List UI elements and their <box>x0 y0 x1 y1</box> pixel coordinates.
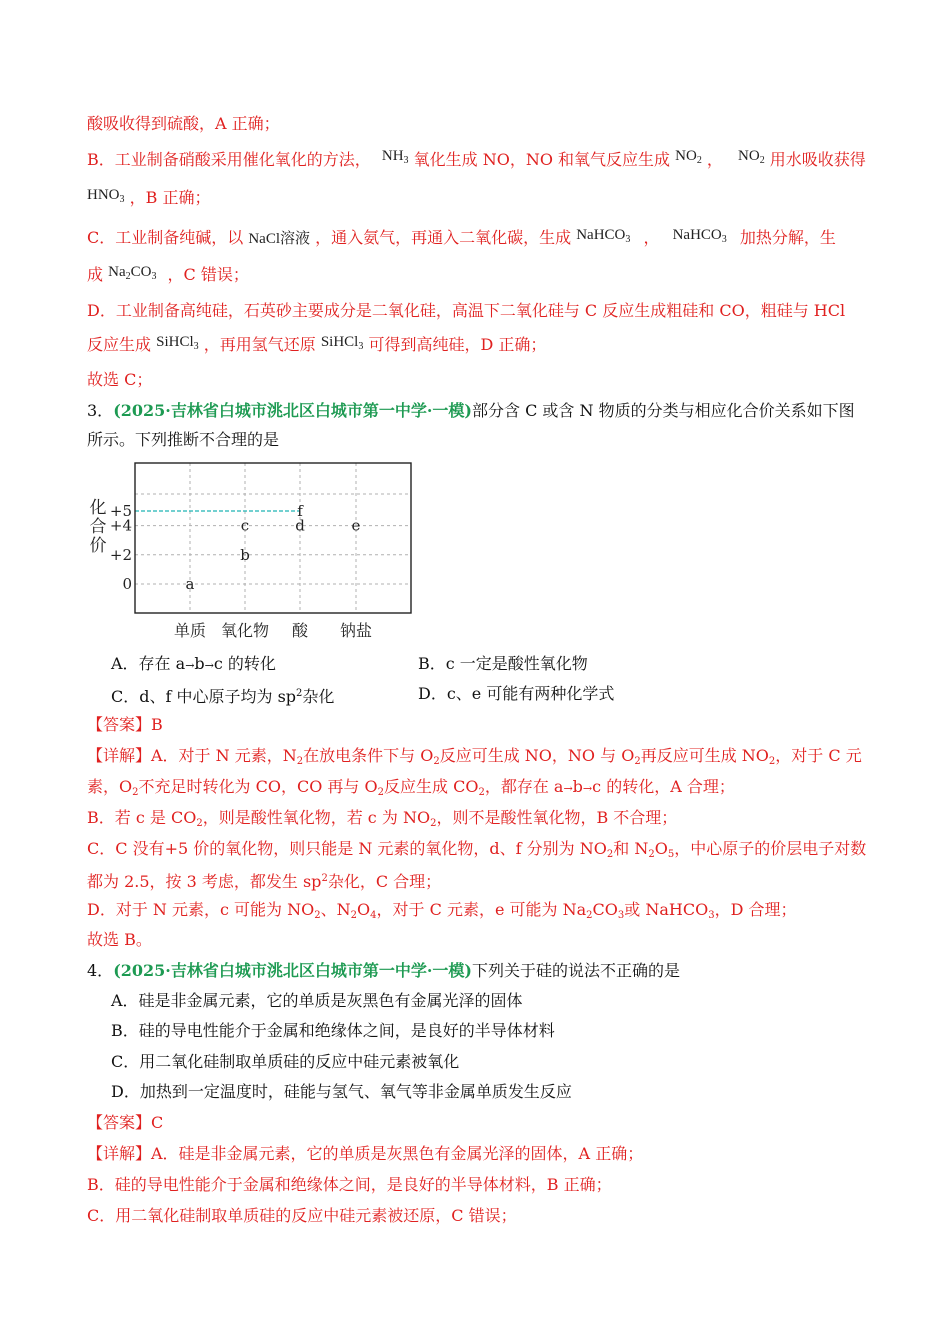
option-c: C．用二氧化硅制取单质硅的反应中硅元素被氧化 <box>111 1052 460 1071</box>
solution-text: 反应生成 <box>87 335 152 354</box>
x-category-label: 钠盐 <box>339 621 373 640</box>
option-b: B．c 一定是酸性氧化物 <box>418 654 588 673</box>
question-number: 4． <box>87 961 114 980</box>
valence-chart <box>82 455 422 647</box>
solution-text: 氧化生成 NO，NO 和氧气反应生成 <box>413 150 671 169</box>
explanation-3-line-4: C．C 没有+5 价的氧化物，则只能是 N 元素的氧化物，d、f 分别为 $NO_2$和 $N_2O_5$，中心原子的价层电子对数 <box>87 839 867 860</box>
data-point-e: e <box>351 516 361 535</box>
data-point-f: f <box>297 502 303 520</box>
question-4-stem <box>87 961 867 981</box>
option-d: D．c、e 可能有两种化学式 <box>418 684 615 703</box>
question-text: 部分含 C 或含 N 物质的分类与相应化合价关系如下图 <box>472 401 855 420</box>
solution-text: 加热分解，生 <box>739 228 836 247</box>
explanation-4-line-2: B．硅的导电性能介于金属和绝缘体之间，是良好的半导体材料，B 正确； <box>87 1175 612 1194</box>
solution-text: ，C 错误； <box>167 265 249 284</box>
question-3-stem-2 <box>87 430 867 450</box>
option-c: C．d、f 中心原子均为 $sp^2$杂化 <box>111 687 335 706</box>
solution-text: ，B 正确； <box>129 188 211 207</box>
formula-nahco3: NaHCO$_3$ <box>672 227 727 245</box>
formula-na2co3: $Na_2CO_3$ <box>108 264 157 282</box>
option-d: D．加热到一定温度时，硅能与氢气、氧气等非金属单质发生反应 <box>111 1082 572 1101</box>
explanation-4-line-3: C．用二氧化硅制取单质硅的反应中硅元素被还原，C 错误； <box>87 1206 517 1225</box>
formula-sihcl3: SiHCl$_3$ <box>156 334 199 352</box>
solution-line-b2 <box>87 188 867 214</box>
question-source: (2025·吉林省白城市洮北区白城市第一中学·一模) <box>113 401 473 420</box>
x-category-label: 酸 <box>291 621 309 640</box>
conclusion-3: 故选 B。 <box>87 930 152 949</box>
formula-sihcl3: SiHCl$_3$ <box>320 334 364 352</box>
y-ticks <box>110 502 132 593</box>
solution-conclusion: 故选 C； <box>87 370 153 389</box>
solution-text: C．工业制备纯碱，以 <box>87 228 244 247</box>
y-tick-label: 0 <box>122 575 132 593</box>
solution-line-c <box>87 228 867 254</box>
y-tick-label: +2 <box>109 545 132 564</box>
option-a: A．存在 a→b→c 的转化 <box>111 654 276 673</box>
solution-text: 可得到高纯硅，D 正确； <box>368 335 547 354</box>
solution-text: 成 <box>87 265 104 284</box>
question-number: 3． <box>87 401 114 420</box>
y-axis-char: 合 <box>89 517 107 537</box>
plot-frame <box>135 463 411 613</box>
answer-3: 【答案】B <box>87 715 163 734</box>
explanation-3-line-6: D．对于 N 元素，c 可能为 $NO_2$、$N_2O_4$，对于 C 元素，e 可能为 $Na_2CO_3$或 NaHCO$_3$，D 合理； <box>87 900 797 921</box>
y-tick-label: +4 <box>109 516 132 535</box>
x-categories <box>174 621 372 640</box>
formula-hno3: $HNO_3$ <box>87 187 125 205</box>
chart-grid <box>135 463 411 613</box>
solution-text: ，通入氨气，再通入二氧化碳，生成 <box>315 228 572 247</box>
solution-text: ，再用氢气还原 <box>203 335 316 354</box>
data-point-a: a <box>185 575 195 593</box>
question-text: 所示。下列推断不合理的是 <box>87 430 280 449</box>
x-category-label: 氧化物 <box>220 621 270 640</box>
data-points <box>186 502 361 593</box>
question-source: (2025·吉林省白城市洮北区白城市第一中学·一模) <box>113 961 473 980</box>
y-axis-char: 化 <box>89 498 107 518</box>
formula-nh3: $NH_3$ <box>381 148 409 166</box>
solution-line-a <box>87 114 867 134</box>
question-text: 下列关于硅的说法不正确的是 <box>472 961 681 980</box>
solution-text: ， <box>706 150 723 169</box>
solution-text: 用水吸收获得 <box>769 150 866 169</box>
solution-text: B．工业制备硝酸采用催化氧化的方法， <box>87 150 371 169</box>
y-tick-label: +5 <box>109 502 132 520</box>
explanation-3-line-3: B．若 c 是 $CO_2$，则是酸性氧化物，若 c 为 $NO_2$，则不是酸性氧化物，B 不合理； <box>87 808 678 829</box>
option-b: B．硅的导电性能介于金属和绝缘体之间，是良好的半导体材料 <box>111 1021 555 1040</box>
option-a: A．硅是非金属元素，它的单质是灰黑色有金属光泽的固体 <box>111 991 523 1010</box>
solution-line-b <box>87 150 867 176</box>
question-3-stem <box>87 401 867 421</box>
y-axis-char: 价 <box>89 536 107 556</box>
data-point-d: d <box>295 516 305 535</box>
solution-line-d <box>87 301 867 321</box>
solution-line-c2 <box>87 265 867 291</box>
explanation-3-line-1: 【详解】A．对于 N 元素，$N_2$在放电条件下与 $O_2$反应可生成 NO，NO 与 $O_2$再反应可生成 $NO_2$，对于 C 元 <box>87 746 862 767</box>
solution-line-d2 <box>87 335 867 361</box>
formula-no2: $NO_2$ <box>738 148 765 166</box>
explanation-3-line-5: 都为 2.5，按 3 考虑，都发生 $sp^2$杂化，C 合理； <box>87 872 442 891</box>
data-point-b: b <box>240 545 250 564</box>
explanation-4-line-1: 【详解】A．硅是非金属元素，它的单质是灰黑色有金属光泽的固体，A 正确； <box>87 1144 644 1163</box>
solution-text: 酸吸收得到硫酸，A 正确； <box>87 114 280 133</box>
solution-text: ， <box>643 228 660 247</box>
data-point-c: c <box>240 516 250 535</box>
formula-nacl: NaCl溶液 <box>248 231 311 247</box>
formula-nahco3: NaHCO$_3$ <box>576 227 631 245</box>
explanation-3-line-2: 素，$O_2$不充足时转化为 CO，CO 再与 $O_2$反应生成 $CO_2$，都存在 a→b→c 的转化，A 合理； <box>87 777 735 798</box>
answer-4: 【答案】C <box>87 1113 164 1132</box>
solution-text: D．工业制备高纯硅，石英砂主要成分是二氧化硅，高温下二氧化硅与 C 反应生成粗硅和 CO，粗硅与 HCl <box>87 301 846 320</box>
formula-no2: $NO_2$ <box>675 148 702 166</box>
y-axis-label <box>90 498 107 556</box>
x-category-label: 单质 <box>173 621 207 640</box>
